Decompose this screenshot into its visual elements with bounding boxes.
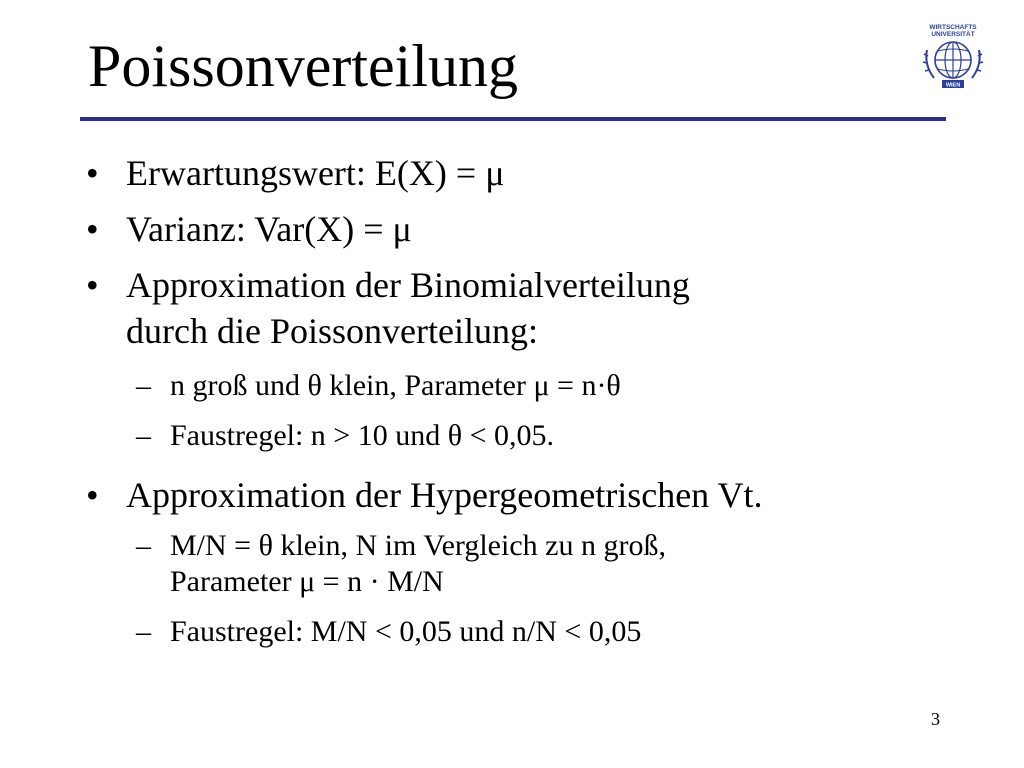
bullet-text: Erwartungswert: E(X) = μ	[126, 153, 505, 193]
subbullet-text: Faustregel: M/N < 0,05 und n/N < 0,05	[170, 615, 642, 648]
title-divider	[80, 117, 946, 121]
logo-text-bottom: WIEN	[945, 82, 961, 89]
bullet-list	[86, 150, 966, 664]
bullet-marker: •	[86, 475, 99, 515]
subbullet-marker: –	[136, 529, 151, 562]
subbullet-hypergeometric-rule	[86, 614, 966, 650]
globe-logo-icon	[918, 20, 988, 90]
logo-text-middle: UNIVERSITÄT	[931, 31, 975, 38]
bullet-marker: •	[86, 265, 99, 305]
subbullet-rule-of-thumb	[86, 418, 966, 454]
bullet-binomial-approximation	[86, 262, 966, 354]
page-number: 3	[931, 709, 940, 729]
subbullet-text-line: Parameter μ = n · M/N	[170, 565, 444, 598]
subbullet-hypergeometric-parameter	[86, 528, 966, 600]
bullet-text: Varianz: Var(X) = μ	[126, 209, 412, 249]
subbullet-marker: –	[136, 615, 151, 648]
logo-text-top: WIRTSCHAFTS	[929, 24, 977, 31]
subbullet-text-line: M/N = θ klein, N im Vergleich zu n groß,	[170, 529, 666, 562]
bullet-text: Approximation der Hypergeometrischen Vt.	[126, 475, 763, 515]
subbullet-text: n groß und θ klein, Parameter μ = n·θ	[170, 369, 621, 402]
subbullet-marker: –	[136, 369, 151, 402]
bullet-variance	[86, 206, 966, 252]
subbullet-parameter	[86, 368, 966, 404]
slide-title: Poissonverteilung	[88, 33, 518, 99]
subbullet-marker: –	[136, 419, 151, 452]
bullet-text-line: Approximation der Binomialverteilung	[126, 265, 690, 305]
subbullet-text: Faustregel: n > 10 und θ < 0,05.	[170, 419, 555, 452]
bullet-marker: •	[86, 153, 99, 193]
bullet-expected-value	[86, 150, 966, 196]
bullet-marker: •	[86, 209, 99, 249]
university-logo	[918, 20, 988, 90]
bullet-text-line: durch die Poissonverteilung:	[126, 311, 538, 351]
bullet-hypergeometric-approximation	[86, 472, 966, 518]
